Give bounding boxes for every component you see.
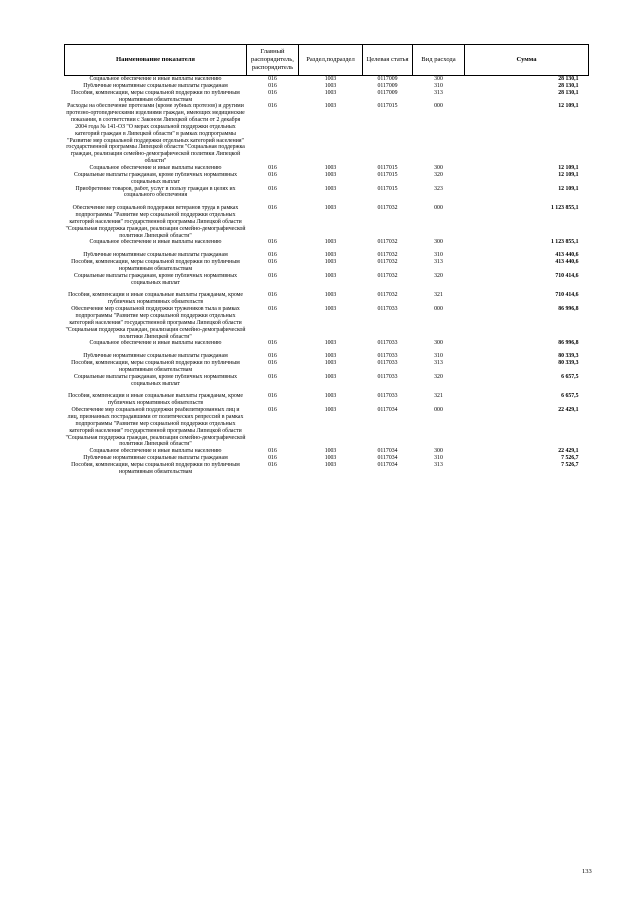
row-section-cell: 1003 bbox=[324, 360, 337, 367]
row-expense-type-cell: 320 bbox=[434, 171, 443, 178]
row-target-cell: 0117015 bbox=[377, 171, 398, 178]
row-admin-cell: 016 bbox=[268, 448, 277, 455]
row-sum-cell: 413 440,6 bbox=[555, 252, 579, 259]
row-expense-type-cell: 310 bbox=[434, 252, 443, 259]
row-target-cell: 0117009 bbox=[377, 76, 398, 82]
row-expense-type-cell: 300 bbox=[434, 340, 443, 347]
row-name-cell: Приобретение товаров, работ, услуг в пользу граждан в целях их социального обеспечения bbox=[75, 185, 236, 199]
row-sum-cell: 1 123 855,1 bbox=[550, 239, 579, 246]
row-expense-type-cell: 323 bbox=[434, 185, 443, 192]
row-expense-type-cell: 000 bbox=[434, 407, 443, 414]
row-section-cell: 1003 bbox=[324, 393, 337, 400]
row-expense-type-cell: 300 bbox=[434, 239, 443, 246]
row-section-cell: 1003 bbox=[324, 306, 337, 313]
table-row bbox=[65, 165, 589, 172]
row-name-cell: Обеспечение мер социальной поддержки ветеранов труда в рамках подпрограммы "Развитие мер социальной поддержки отдельных категорий населения" государственной программы Липецкой области "Социальная поддержка граждан, реализация семейно-демографической политики Липецкой области" bbox=[65, 205, 246, 239]
row-target-cell: 0117033 bbox=[377, 393, 398, 400]
row-target-cell: 0117033 bbox=[377, 340, 398, 347]
row-expense-type-cell: 321 bbox=[434, 292, 443, 299]
table-row bbox=[65, 360, 589, 374]
table-row bbox=[65, 83, 589, 90]
table-row bbox=[65, 340, 589, 353]
row-sum-cell: 7 526,7 bbox=[561, 461, 579, 468]
row-admin-cell: 016 bbox=[268, 340, 277, 347]
row-admin-cell: 016 bbox=[268, 89, 277, 96]
table-row bbox=[65, 306, 589, 340]
row-target-cell: 0117032 bbox=[377, 239, 398, 246]
row-sum-cell: 86 996,8 bbox=[558, 340, 579, 347]
row-section-cell: 1003 bbox=[324, 205, 337, 212]
row-section-cell: 1003 bbox=[324, 185, 337, 192]
row-target-cell: 0117032 bbox=[377, 259, 398, 266]
row-expense-type-cell: 000 bbox=[434, 306, 443, 313]
row-sum-cell: 22 429,1 bbox=[558, 407, 579, 414]
row-sum-cell: 80 339,3 bbox=[558, 353, 579, 360]
table-row bbox=[65, 103, 589, 165]
row-sum-cell: 22 429,1 bbox=[558, 448, 579, 455]
row-name-cell: Пособия, компенсации, меры социальной поддержки по публичным нормативным обязательствам bbox=[71, 360, 240, 373]
table-row bbox=[65, 374, 589, 394]
table-row bbox=[65, 448, 589, 455]
row-target-cell: 0117032 bbox=[377, 292, 398, 299]
row-target-cell: 0117033 bbox=[377, 360, 398, 367]
row-expense-type-cell: 300 bbox=[434, 448, 443, 455]
header-expense-type: Вид расхода bbox=[413, 45, 465, 76]
table-row bbox=[65, 292, 589, 306]
table-row bbox=[65, 186, 589, 206]
row-section-cell: 1003 bbox=[324, 407, 337, 414]
row-expense-type-cell: 313 bbox=[434, 259, 443, 266]
header-sum: Сумма bbox=[465, 45, 589, 76]
row-admin-cell: 016 bbox=[268, 205, 277, 212]
row-admin-cell: 016 bbox=[268, 171, 277, 178]
row-sum-cell: 28 130,1 bbox=[558, 82, 579, 89]
row-admin-cell: 016 bbox=[268, 360, 277, 367]
row-admin-cell: 016 bbox=[268, 259, 277, 266]
row-admin-cell: 016 bbox=[268, 461, 277, 468]
row-admin-cell: 016 bbox=[268, 353, 277, 360]
row-section-cell: 1003 bbox=[324, 292, 337, 299]
row-name-cell: Социальные выплаты гражданам, кроме публичных нормативных социальных выплат bbox=[73, 373, 237, 387]
table-row bbox=[65, 353, 589, 360]
table-row bbox=[65, 239, 589, 252]
row-target-cell: 0117032 bbox=[377, 252, 398, 259]
row-section-cell: 1003 bbox=[324, 353, 337, 360]
row-name-cell: Публичные нормативные социальные выплаты гражданам bbox=[83, 252, 228, 259]
row-sum-cell: 6 657,5 bbox=[561, 373, 579, 380]
row-expense-type-cell: 310 bbox=[434, 353, 443, 360]
row-expense-type-cell: 313 bbox=[434, 360, 443, 367]
row-section-cell: 1003 bbox=[324, 340, 337, 347]
row-name-cell: Обеспечение мер социальной поддержки тружеников тыла в рамках подпрограммы "Развитие мер социальной поддержки отдельных категорий населения" государственной программы Липецкой области "Социальная поддержка граждан, реализация семейно-демографической политики Липецкой области" bbox=[65, 306, 246, 340]
row-name-cell: Публичные нормативные социальные выплаты гражданам bbox=[83, 455, 228, 462]
row-section-cell: 1003 bbox=[324, 455, 337, 462]
table-row bbox=[65, 76, 589, 83]
row-expense-type-cell: 300 bbox=[434, 164, 443, 171]
row-expense-type-cell: 313 bbox=[434, 89, 443, 96]
row-section-cell: 1003 bbox=[324, 239, 337, 246]
table-row bbox=[65, 172, 589, 186]
row-section-cell: 1003 bbox=[324, 461, 337, 468]
table-header-row bbox=[65, 45, 589, 76]
row-sum-cell: 28 130,1 bbox=[558, 89, 579, 96]
row-target-cell: 0117032 bbox=[377, 205, 398, 212]
row-name-cell: Пособия, компенсации и иные социальные выплаты гражданам, кроме публичных нормативных обязательств bbox=[68, 393, 243, 407]
row-expense-type-cell: 000 bbox=[434, 205, 443, 212]
row-sum-cell: 710 414,6 bbox=[555, 272, 579, 279]
row-target-cell: 0117033 bbox=[377, 353, 398, 360]
row-name-cell: Пособия, компенсации, меры социальной поддержки по публичным нормативным обязательствам bbox=[71, 89, 240, 103]
row-target-cell: 0117034 bbox=[377, 461, 398, 468]
row-target-cell: 0117009 bbox=[377, 82, 398, 89]
row-target-cell: 0117015 bbox=[377, 164, 398, 171]
row-expense-type-cell: 320 bbox=[434, 272, 443, 279]
row-sum-cell: 28 130,1 bbox=[558, 76, 579, 82]
row-sum-cell: 1 123 855,1 bbox=[550, 205, 579, 212]
header-section: Раздел,подраздел bbox=[299, 45, 363, 76]
row-target-cell: 0117032 bbox=[377, 272, 398, 279]
row-name-cell: Публичные нормативные социальные выплаты гражданам bbox=[83, 82, 228, 89]
row-admin-cell: 016 bbox=[268, 407, 277, 414]
row-sum-cell: 12 109,1 bbox=[558, 164, 579, 171]
row-name-cell: Обеспечение мер социальной поддержки реабилитированных лиц и лиц, признанных пострадавшими от политических репрессий в рамках подпрограммы "Развитие мер социальной поддержки отдельных категорий населения" государственной программы Липецкой области "Социальная поддержка граждан, реализация семейно-демографической политики Липецкой области" bbox=[65, 407, 246, 448]
row-admin-cell: 016 bbox=[268, 82, 277, 89]
row-expense-type-cell: 310 bbox=[434, 82, 443, 89]
row-name-cell: Социальное обеспечение и иные выплаты населению bbox=[89, 76, 222, 82]
row-admin-cell: 016 bbox=[268, 373, 277, 380]
row-admin-cell: 016 bbox=[268, 306, 277, 313]
row-sum-cell: 86 996,8 bbox=[558, 306, 579, 313]
row-name-cell: Социальные выплаты гражданам, кроме публичных нормативных социальных выплат bbox=[73, 171, 237, 185]
row-section-cell: 1003 bbox=[324, 259, 337, 266]
row-sum-cell: 12 109,1 bbox=[558, 185, 579, 192]
row-expense-type-cell: 313 bbox=[434, 461, 443, 468]
row-name-cell: Социальное обеспечение и иные выплаты населению bbox=[89, 239, 222, 246]
page-number: 133 bbox=[582, 868, 592, 875]
row-target-cell: 0117034 bbox=[377, 448, 398, 455]
row-expense-type-cell: 300 bbox=[434, 76, 443, 82]
row-target-cell: 0117034 bbox=[377, 407, 398, 414]
row-section-cell: 1003 bbox=[324, 373, 337, 380]
row-section-cell: 1003 bbox=[324, 252, 337, 259]
table-row bbox=[65, 90, 589, 104]
table-row bbox=[65, 393, 589, 407]
table-row bbox=[65, 462, 589, 476]
row-name-cell: Пособия, компенсации, меры социальной поддержки по публичным нормативным обязательствам bbox=[71, 259, 240, 272]
row-target-cell: 0117033 bbox=[377, 373, 398, 380]
row-admin-cell: 016 bbox=[268, 76, 277, 82]
row-section-cell: 1003 bbox=[324, 448, 337, 455]
row-sum-cell: 7 526,7 bbox=[561, 455, 579, 462]
row-section-cell: 1003 bbox=[324, 272, 337, 279]
row-name-cell: Расходы на обеспечение протезами (кроме зубных протезов) и другими протезно-ортопедическими изделиями граждан, имеющих медицинские показания, в соответствии с Законом Липецкой области от 2 декабря 2004 года № 141-ОЗ "О мерах социальной поддержки отдельных категорий граждан в Липецкой области" в рамках подпрограммы "Развитие мер социальной поддержки отдельных категорий населения" государственной программы Липецкой области "Социальная поддержка граждан, реализация семейно-демографической политики Липецкой области" bbox=[66, 103, 245, 165]
row-section-cell: 1003 bbox=[324, 171, 337, 178]
row-sum-cell: 12 109,1 bbox=[558, 103, 579, 110]
row-expense-type-cell: 320 bbox=[434, 373, 443, 380]
row-name-cell: Социальные выплаты гражданам, кроме публичных нормативных социальных выплат bbox=[73, 272, 237, 286]
row-sum-cell: 12 109,1 bbox=[558, 171, 579, 178]
row-expense-type-cell: 321 bbox=[434, 393, 443, 400]
table-row bbox=[65, 407, 589, 448]
row-name-cell: Социальное обеспечение и иные выплаты населению bbox=[89, 340, 222, 347]
row-section-cell: 1003 bbox=[324, 82, 337, 89]
row-section-cell: 1003 bbox=[324, 103, 337, 110]
row-expense-type-cell: 310 bbox=[434, 455, 443, 462]
row-sum-cell: 6 657,5 bbox=[561, 393, 579, 400]
table-row bbox=[65, 273, 589, 293]
budget-table bbox=[64, 44, 589, 476]
row-target-cell: 0117034 bbox=[377, 455, 398, 462]
row-section-cell: 1003 bbox=[324, 89, 337, 96]
row-target-cell: 0117015 bbox=[377, 185, 398, 192]
row-sum-cell: 413 440,6 bbox=[555, 259, 579, 266]
row-name-cell: Пособия, компенсации и иные социальные выплаты гражданам, кроме публичных нормативных обязательств bbox=[68, 292, 243, 306]
row-target-cell: 0117015 bbox=[377, 103, 398, 110]
row-name-cell: Публичные нормативные социальные выплаты гражданам bbox=[83, 353, 228, 360]
row-section-cell: 1003 bbox=[324, 164, 337, 171]
table-row bbox=[65, 455, 589, 462]
header-admin: Главный распорядитель, распорядитель bbox=[247, 45, 299, 76]
row-admin-cell: 016 bbox=[268, 455, 277, 462]
row-admin-cell: 016 bbox=[268, 185, 277, 192]
row-admin-cell: 016 bbox=[268, 103, 277, 110]
row-admin-cell: 016 bbox=[268, 292, 277, 299]
row-admin-cell: 016 bbox=[268, 239, 277, 246]
header-name: Наименование показателя bbox=[65, 45, 247, 76]
row-target-cell: 0117033 bbox=[377, 306, 398, 313]
row-name-cell: Социальное обеспечение и иные выплаты населению bbox=[89, 448, 222, 455]
row-sum-cell: 80 339,3 bbox=[558, 360, 579, 367]
row-section-cell: 1003 bbox=[324, 76, 337, 82]
row-name-cell: Пособия, компенсации, меры социальной поддержки по публичным нормативным обязательствам bbox=[71, 461, 240, 475]
row-admin-cell: 016 bbox=[268, 272, 277, 279]
row-expense-type-cell: 000 bbox=[434, 103, 443, 110]
table-row bbox=[65, 205, 589, 239]
table-row bbox=[65, 252, 589, 259]
row-sum-cell: 710 414,6 bbox=[555, 292, 579, 299]
row-target-cell: 0117009 bbox=[377, 89, 398, 96]
table-row bbox=[65, 259, 589, 273]
header-target: Целевая статья bbox=[363, 45, 413, 76]
row-admin-cell: 016 bbox=[268, 164, 277, 171]
row-admin-cell: 016 bbox=[268, 252, 277, 259]
row-admin-cell: 016 bbox=[268, 393, 277, 400]
row-name-cell: Социальное обеспечение и иные выплаты населению bbox=[89, 164, 222, 171]
